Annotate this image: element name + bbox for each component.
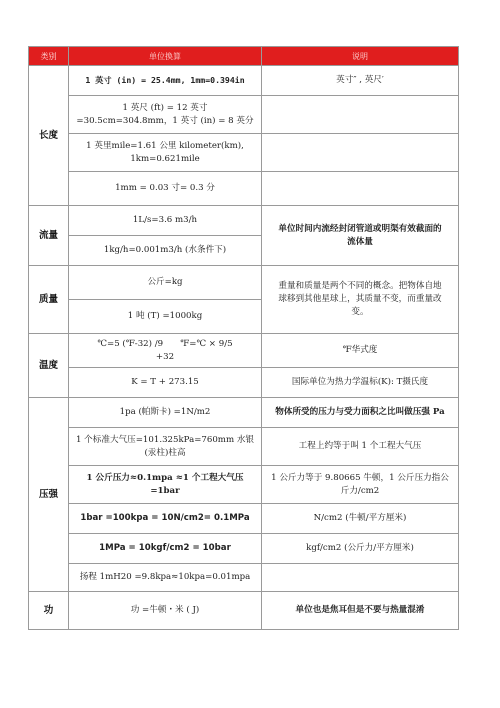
table-header-row (29, 47, 459, 66)
table-row (29, 66, 459, 96)
table-row (29, 172, 459, 206)
pressure-row-6-note (262, 564, 459, 592)
pressure-row-3: 1 公斤压力≈0.1mpa ≈1 个工程大气压 =1bar (69, 466, 262, 504)
length-row-4-note (262, 172, 459, 206)
work-note: 单位也是焦耳但是不要与热量混淆 (262, 592, 459, 630)
table-row (29, 534, 459, 564)
table-row (29, 368, 459, 398)
table-row (29, 134, 459, 172)
category-flow: 流量 (29, 206, 69, 266)
header-unit: 单位换算 (69, 47, 262, 66)
category-work: 功 (29, 592, 69, 630)
pressure-row-4-note: N/cm2 (牛顿/平方厘米) (262, 504, 459, 534)
temperature-row-2-note: 国际单位为热力学温标(K): T摄氏度 (262, 368, 459, 398)
unit-conversion-table (28, 46, 459, 630)
length-row-1: 1 英寸 (in) = 25.4mm, 1mm=0.394in (69, 66, 262, 96)
table-row (29, 592, 459, 630)
table-row (29, 428, 459, 466)
category-pressure: 压强 (29, 398, 69, 592)
length-row-3-note (262, 134, 459, 172)
category-mass: 质量 (29, 266, 69, 334)
table-row (29, 564, 459, 592)
pressure-row-6: 扬程 1mH20 =9.8kpa≈10kpa=0.01mpa (69, 564, 262, 592)
pressure-row-2-note: 工程上约等于叫 1 个工程大气压 (262, 428, 459, 466)
pressure-row-1-note: 物体所受的压力与受力面积之比叫做压强 Pa (262, 398, 459, 428)
table-row (29, 466, 459, 504)
work-row-1: 功 =牛顿・米 ( J) (69, 592, 262, 630)
length-row-2: 1 英尺 (ft) = 12 英寸 =30.5cm=304.8mm，1 英寸 (in) = 8 英分 (69, 96, 262, 134)
table-row (29, 398, 459, 428)
table-row (29, 206, 459, 236)
length-row-2-note (262, 96, 459, 134)
length-row-1-note: 英寸″ , 英尺′ (262, 66, 459, 96)
pressure-row-5-note: kgf/cm2 (公斤力/平方厘米) (262, 534, 459, 564)
category-length: 长度 (29, 66, 69, 206)
header-category: 类别 (29, 47, 69, 66)
temperature-row-1: ℃=5 (℉-32) /9 ℉=℃ × 9/5 +32 (69, 334, 262, 368)
flow-row-2: 1kg/h=0.001m3/h (水条件下) (69, 236, 262, 266)
temperature-row-1-note: ℉华式度 (262, 334, 459, 368)
mass-row-1: 公斤=kg (69, 266, 262, 300)
pressure-row-4: 1bar =100kpa = 10N/cm2= 0.1MPa (69, 504, 262, 534)
table-row (29, 504, 459, 534)
temperature-row-2: K = T + 273.15 (69, 368, 262, 398)
pressure-row-1: 1pa (帕斯卡) =1N/m2 (69, 398, 262, 428)
mass-note: 重量和质量是两个不同的概念。把物体自地球移到其他星球上，其质量不变，而重量改变。 (262, 266, 459, 334)
table-row (29, 96, 459, 134)
table-row (29, 266, 459, 300)
header-note: 说明 (262, 47, 459, 66)
pressure-row-3-note: 1 公斤力等于 9.80665 牛顿，1 公斤压力指公斤力/cm2 (262, 466, 459, 504)
pressure-row-2: 1 个标准大气压=101.325kPa=760mm 水银(汞柱)柱高 (69, 428, 262, 466)
category-temperature: 温度 (29, 334, 69, 398)
length-row-3: 1 英里mile=1.61 公里 kilometer(km), 1km=0.621mile (69, 134, 262, 172)
flow-row-1: 1L/s=3.6 m3/h (69, 206, 262, 236)
mass-row-2: 1 吨 (T) =1000kg (69, 300, 262, 334)
table-row (29, 334, 459, 368)
length-row-4: 1mm = 0.03 寸= 0.3 分 (69, 172, 262, 206)
flow-note: 单位时间内流经封闭管道或明渠有效截面的流体量 (262, 206, 459, 266)
pressure-row-5: 1MPa = 10kgf/cm2 = 10bar (69, 534, 262, 564)
